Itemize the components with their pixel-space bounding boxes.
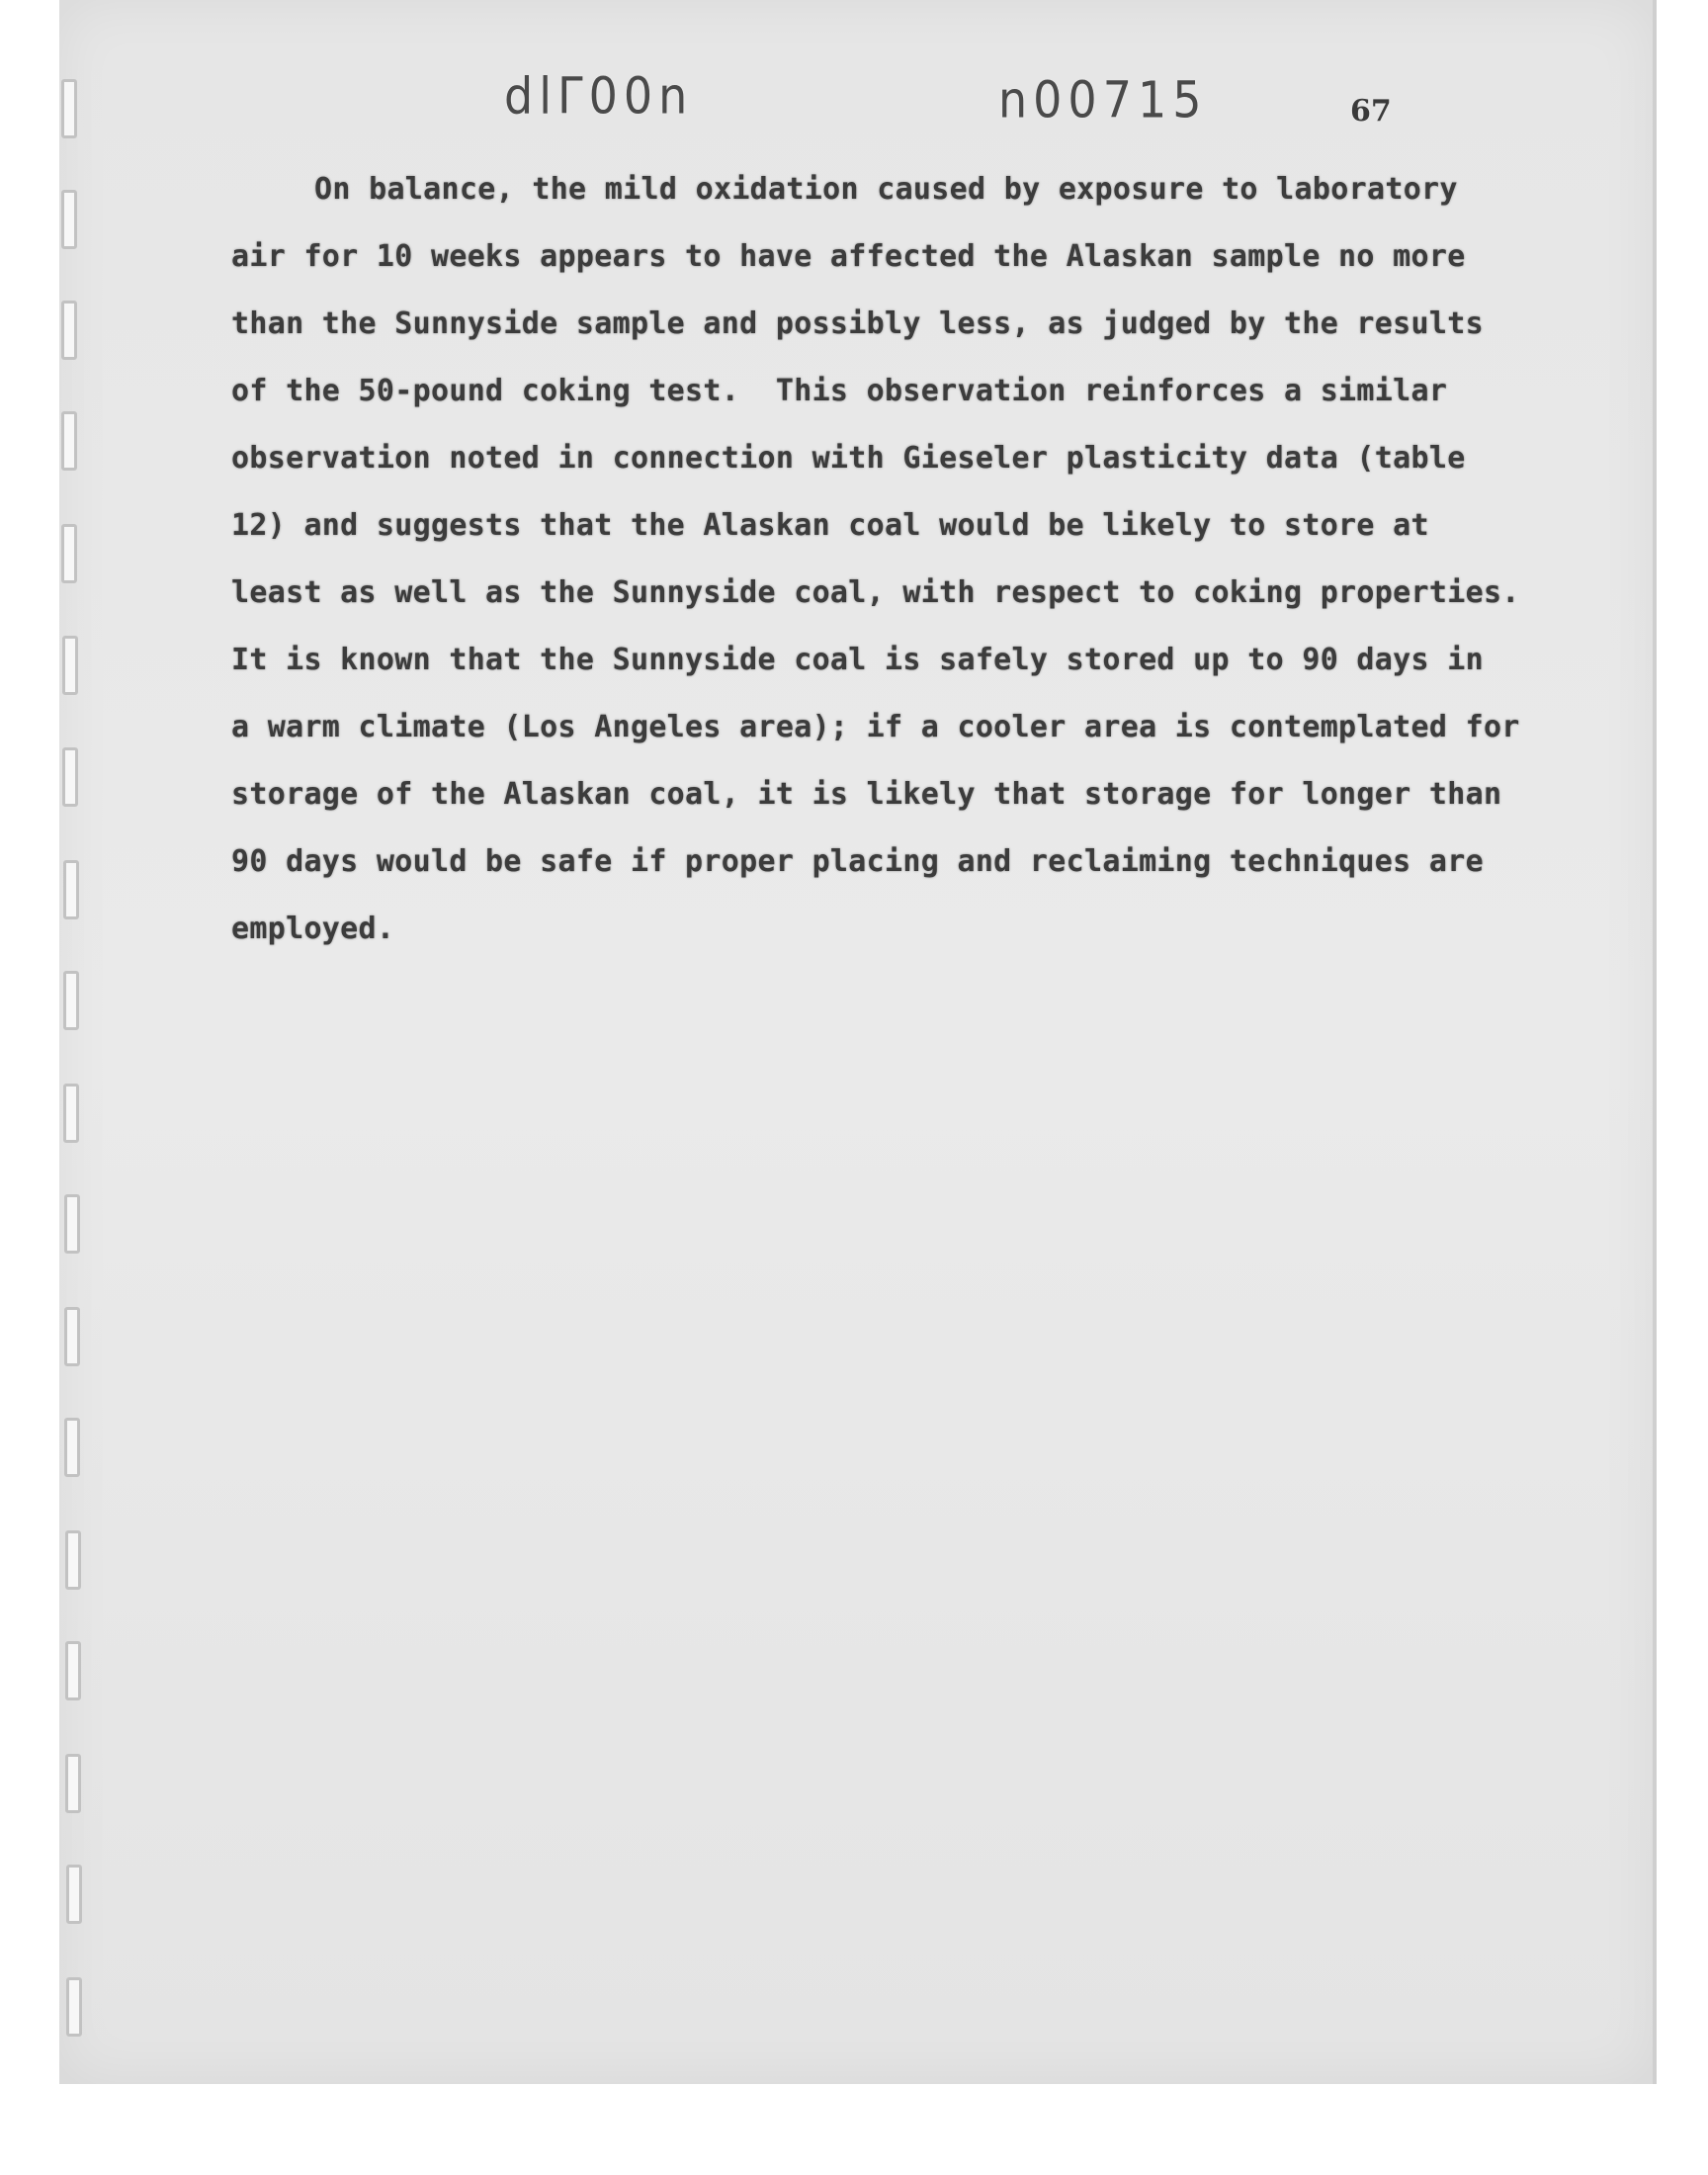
binder-hole [65,1754,81,1813]
paragraph-line: employed. [231,912,395,946]
paragraph-line: On balance, the mild oxidation caused by exposure to laboratory [314,172,1458,207]
binder-hole [61,190,77,249]
paragraph-line: air for 10 weeks appears to have affected the Alaskan sample no more [231,239,1466,274]
paragraph-line: 12) and suggests that the Alaskan coal would be likely to store at [231,508,1429,543]
binder-hole [62,747,78,807]
page-edge [1653,0,1657,2084]
binder-hole [63,971,79,1030]
paragraph-line: observation noted in connection with Gieseler plasticity data (table [231,441,1466,476]
binder-hole [61,301,77,360]
paragraph-line: of the 50-pound coking test. This observation reinforces a similar [231,374,1448,408]
binder-hole [62,636,78,695]
body-paragraph [231,156,1520,963]
binder-hole [64,1194,80,1254]
binder-hole [65,1641,81,1700]
binder-hole [61,411,77,471]
paragraph-line: least as well as the Sunnyside coal, with respect to coking properties. [231,575,1520,610]
binder-hole [66,1865,82,1924]
document-stamp-left: dlΓ00n [504,66,694,126]
page-number: 67 [1350,94,1392,129]
binder-hole [63,860,79,919]
binder-hole [63,1084,79,1143]
paragraph-line: than the Sunnyside sample and possibly less, as judged by the results [231,306,1484,341]
binder-hole [64,1307,80,1366]
binder-hole [61,79,77,138]
paragraph-line: It is known that the Sunnyside coal is safely stored up to 90 days in [231,643,1484,677]
paragraph-line: a warm climate (Los Angeles area); if a cooler area is contemplated for [231,710,1520,744]
document-stamp-right: n00715 [998,70,1208,130]
binder-hole [66,1977,82,2037]
binder-hole [64,1418,80,1477]
binder-hole [65,1530,81,1590]
binder-holes [61,79,101,2056]
paragraph-line: 90 days would be safe if proper placing and reclaiming techniques are [231,844,1484,879]
paragraph-line: storage of the Alaskan coal, it is likely that storage for longer than [231,777,1502,812]
binder-hole [61,524,77,583]
